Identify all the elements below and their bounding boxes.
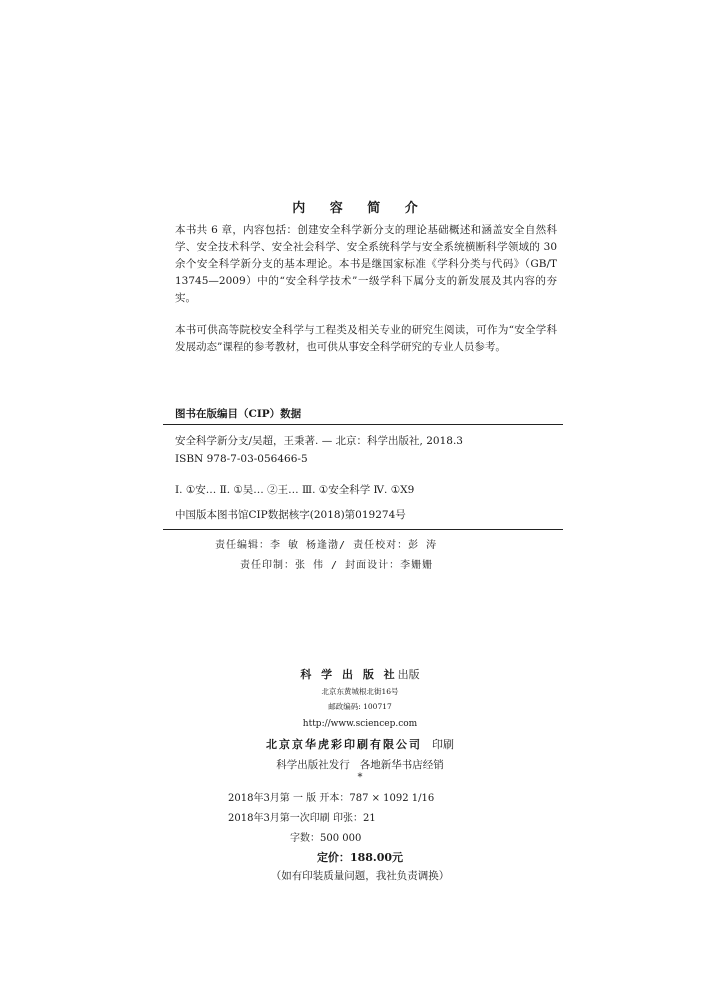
printer-name: 北京京华虎彩印刷有限公司	[266, 738, 422, 751]
cip-record-number: 中国版本图书馆CIP数据核字(2018)第019274号	[175, 509, 406, 521]
intro-title: 内 容 简 介	[292, 201, 428, 216]
publisher-postcode: 邮政编码: 100717	[328, 702, 392, 711]
price-line	[0, 849, 720, 865]
separator-star: *	[357, 772, 363, 783]
distribution-publisher: 科学出版社发行	[276, 759, 350, 771]
publisher-address: 北京东黄城根北街16号	[321, 687, 399, 696]
cip-bottom-rule	[163, 529, 563, 530]
intro-paragraph-1: 本书共 6 章，内容包括：创建安全科学新分支的理论基础概述和涵盖安全自然科学、安全技术科学、安全社会科学、安全系统科学与安全系统横断科学领域的 30 余个安全科学新分支的基本理论。本书是继国家标准《学科分类与代码》（GB/T 13745—2009）中的“安全科学技术”一级学科下属分支的新发展及其内容的夯实。	[175, 224, 557, 304]
publisher-suffix: 出版	[397, 668, 420, 681]
publisher-name: 科 学 出 版 社	[300, 668, 398, 681]
editor-credits: 责任编辑：李 敏 杨逢渤/ 责任校对：彭 涛	[215, 540, 438, 551]
production-credits: 责任印制：张 伟 / 封面设计：李姗姗	[240, 560, 434, 571]
distribution-retail: 各地新华书店经销	[359, 759, 444, 771]
price-label: 定价：	[316, 851, 350, 864]
cip-isbn-line: ISBN 978-7-03-056466-5	[175, 453, 308, 465]
cip-classification-line: Ⅰ. ①安… Ⅱ. ①吴… ②王… Ⅲ. ①安全科学 Ⅳ. ①X9	[175, 484, 415, 496]
cip-header: 图书在版编目（CIP）数据	[175, 408, 302, 420]
distribution-line	[0, 757, 720, 772]
word-count: 字数：500 000	[290, 833, 362, 844]
publisher-url: http://www.sciencep.com	[302, 719, 418, 729]
intro-paragraph-2: 本书可供高等院校安全科学与工程类及相关专业的研究生阅读，可作为“安全学科发展动态”课程的参考教材，也可供从事安全科学研究的专业人员参考。	[175, 324, 557, 353]
edition-line: 2018年3月第 一 版 开本：787 × 1092 1/16	[228, 793, 435, 804]
quality-notice: （如有印装质量问题，我社负责调换）	[270, 870, 450, 882]
printer-line	[0, 736, 720, 752]
cip-title-line: 安全科学新分支/吴超，王秉著. — 北京：科学出版社, 2018.3	[175, 435, 463, 447]
printing-line: 2018年3月第一次印刷 印张：21	[228, 813, 376, 824]
printer-suffix: 印刷	[432, 738, 454, 751]
price-value: 188.00元	[349, 851, 404, 864]
publisher-line	[0, 666, 720, 682]
cip-top-rule	[163, 424, 563, 425]
